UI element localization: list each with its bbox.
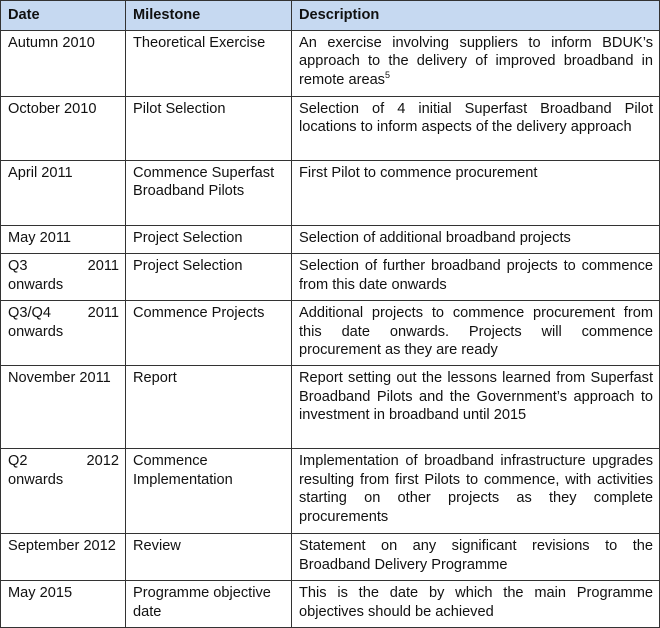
table-row <box>1 254 660 301</box>
description-cell <box>292 254 660 301</box>
milestone-cell <box>126 366 292 449</box>
header-date: Date <box>1 1 126 31</box>
milestone-cell <box>126 226 292 254</box>
date-cell <box>1 161 126 226</box>
description-cell <box>292 534 660 581</box>
description-cell <box>292 449 660 534</box>
milestone-text: Report <box>133 370 177 387</box>
date-cell <box>1 581 126 628</box>
date-text: Autumn 2010 <box>8 35 95 51</box>
milestone-cell <box>126 254 292 301</box>
milestone-cell <box>126 301 292 366</box>
description-cell <box>292 97 660 161</box>
description-text: Selection of 4 initial Superfast Broadband Pilot locations to inform aspects of the delivery approach <box>299 101 653 136</box>
table-row <box>1 161 660 226</box>
date-cell <box>1 31 126 97</box>
table-row <box>1 301 660 366</box>
header-description: Description <box>292 1 660 31</box>
milestone-text: Theoretical Exercise <box>133 35 266 51</box>
date-text: Q2 2012 onwards <box>8 453 119 488</box>
date-cell <box>1 301 126 366</box>
date-cell <box>1 366 126 449</box>
date-text: September 2012 <box>8 538 116 555</box>
description-cell <box>292 366 660 449</box>
date-text: May 2011 <box>8 230 72 246</box>
date-text: November 2011 <box>8 370 111 387</box>
table-row <box>1 534 660 581</box>
date-text: May 2015 <box>8 585 73 602</box>
header-milestone: Milestone <box>126 1 292 31</box>
description-text: This is the date by which the main Programme objectives should be achieved <box>299 585 653 620</box>
date-cell <box>1 226 126 254</box>
description-cell <box>292 581 660 628</box>
milestone-cell <box>126 449 292 534</box>
date-text: Q3 2011 onwards <box>8 258 119 293</box>
description-cell <box>292 31 660 97</box>
description-cell <box>292 226 660 254</box>
date-text: April 2011 <box>8 165 73 181</box>
description-text: Statement on any significant revisions to the Broadband Delivery Programme <box>299 538 653 573</box>
date-cell <box>1 449 126 534</box>
table-row <box>1 97 660 161</box>
header-row <box>1 1 660 31</box>
description-text: Report setting out the lessons learned from Superfast Broadband Pilots and the Government’s approach to investment in broadband until 2015 <box>299 370 653 424</box>
date-cell <box>1 97 126 161</box>
table-row <box>1 449 660 534</box>
table-row <box>1 226 660 254</box>
milestone-text: Programme objective date <box>133 585 271 620</box>
milestone-text: Pilot Selection <box>133 101 226 117</box>
milestone-text: Project Selection <box>133 258 243 275</box>
milestone-text: Commence Superfast Broadband Pilots <box>133 165 275 200</box>
description-text: Selection of additional broadband projects <box>299 230 571 246</box>
description-text: Selection of further broadband projects to commence from this date onwards <box>299 258 653 293</box>
description-cell <box>292 161 660 226</box>
milestone-cell <box>126 97 292 161</box>
milestone-cell <box>126 581 292 628</box>
description-text: An exercise involving suppliers to inform BDUK’s approach to the delivery of improved broadband in remote areas <box>299 35 653 88</box>
milestone-text: Commence Implementation <box>133 453 233 488</box>
table-row <box>1 31 660 97</box>
date-text: Q3/Q4 2011 onwards <box>8 305 119 340</box>
date-cell <box>1 254 126 301</box>
milestone-cell <box>126 31 292 97</box>
description-text: Additional projects to commence procurement from this date onwards. Projects will commence procurement as they are ready <box>299 305 653 359</box>
date-text: October 2010 <box>8 101 97 117</box>
milestone-cell <box>126 534 292 581</box>
milestone-text: Project Selection <box>133 230 243 246</box>
description-text: First Pilot to commence procurement <box>299 165 538 181</box>
footnote-marker: 5 <box>384 69 390 80</box>
description-cell <box>292 301 660 366</box>
milestone-text: Commence Projects <box>133 305 265 322</box>
table-row <box>1 366 660 449</box>
milestone-text: Review <box>133 538 181 555</box>
table-row <box>1 581 660 628</box>
date-cell <box>1 534 126 581</box>
milestone-cell <box>126 161 292 226</box>
description-text: Implementation of broadband infrastructure upgrades resulting from first Pilots to commence, with activities starting on other projects as they complete procurements <box>299 453 653 525</box>
